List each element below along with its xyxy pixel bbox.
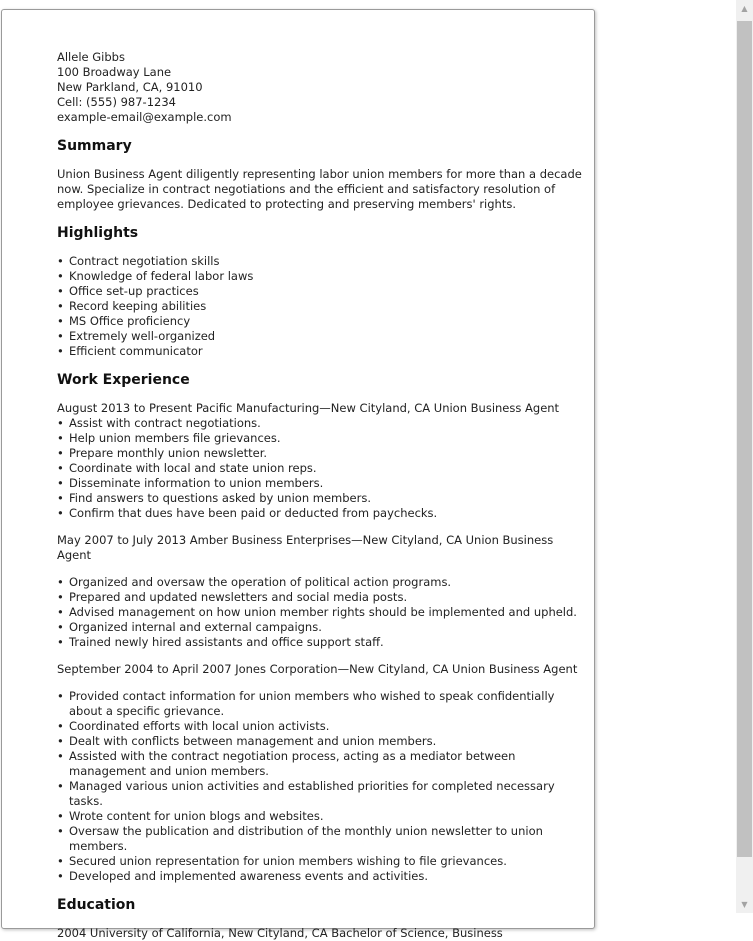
scroll-thumb[interactable]: [737, 21, 752, 857]
list-item: [57, 620, 587, 635]
list-item: [57, 446, 587, 461]
experience-heading: Work Experience: [57, 372, 190, 388]
bullet-icon: •: [57, 749, 64, 763]
list-item-text: Prepared and updated newsletters and social media posts.: [69, 590, 408, 604]
list-item-text: Office set-up practices: [69, 284, 199, 298]
bullet-icon: •: [57, 284, 64, 298]
list-item-text: Extremely well-organized: [69, 329, 216, 343]
bullet-icon: •: [57, 314, 64, 328]
list-item: [57, 809, 587, 824]
summary-text: Union Business Agent diligently representing labor union members for more than a decade now. Specialize in contract negotiations and the efficient and satisfactory resolution of employee grievances. Dedicated to protecting and preserving members' rights.: [57, 167, 582, 211]
spacer: [57, 563, 587, 575]
bullet-icon: •: [57, 719, 64, 733]
list-item: [57, 284, 587, 299]
bullet-icon: •: [57, 734, 64, 748]
resume-page: [1, 9, 595, 940]
bullet-icon: •: [57, 461, 64, 475]
contact-name: Allele Gibbs: [57, 50, 125, 64]
list-item-text: Advised management on how union member rights should be implemented and upheld.: [69, 605, 577, 619]
list-item-text: Help union members file grievances.: [69, 431, 281, 445]
job-duties-list: [57, 416, 587, 521]
job-entry: [57, 401, 587, 533]
bullet-icon: •: [57, 605, 64, 619]
list-item: [57, 605, 587, 620]
contact-block: [57, 50, 587, 125]
list-item: [57, 344, 587, 359]
list-item-text: Assist with contract negotiations.: [69, 416, 261, 430]
bullet-icon: •: [57, 491, 64, 505]
highlights-heading: Highlights: [57, 225, 139, 241]
list-item-text: Organized and oversaw the operation of political action programs.: [69, 575, 452, 589]
contact-city: New Parkland, CA, 91010: [57, 80, 203, 94]
list-item-text: Efficient communicator: [69, 344, 203, 358]
education-text: 2004 University of California, New Cityland, CA Bachelor of Science, Business: [57, 926, 503, 940]
bullet-icon: •: [57, 689, 64, 703]
job-duties-list: [57, 689, 587, 884]
jobs-list: [57, 401, 587, 884]
bullet-icon: •: [57, 854, 64, 868]
spacer: [57, 677, 587, 689]
list-item: [57, 254, 587, 269]
list-item-text: Developed and implemented awareness events and activities.: [69, 869, 428, 883]
list-item: [57, 476, 587, 491]
list-item-text: Coordinated efforts with local union activists.: [69, 719, 330, 733]
list-item: [57, 749, 587, 779]
bullet-icon: •: [57, 446, 64, 460]
list-item-text: Wrote content for union blogs and websites.: [69, 809, 324, 823]
job-header: September 2004 to April 2007 Jones Corporation—New Cityland, CA Union Business Agent: [57, 662, 578, 676]
list-item-text: Oversaw the publication and distribution of the monthly union newsletter to union members.: [69, 824, 543, 853]
bullet-icon: •: [57, 431, 64, 445]
contact-address: 100 Broadway Lane: [57, 65, 172, 79]
list-item: [57, 590, 587, 605]
bullet-icon: •: [57, 269, 64, 283]
contact-email: example-email@example.com: [57, 110, 232, 124]
list-item-text: Dealt with conflicts between management and union members.: [69, 734, 437, 748]
list-item: [57, 824, 587, 854]
bullet-icon: •: [57, 329, 64, 343]
list-item-text: Find answers to questions asked by union members.: [69, 491, 371, 505]
education-heading: Education: [57, 897, 136, 913]
list-item-text: Coordinate with local and state union reps.: [69, 461, 317, 475]
list-item: [57, 635, 587, 650]
bullet-icon: •: [57, 824, 64, 838]
list-item-text: MS Office proficiency: [69, 314, 191, 328]
list-item-text: Record keeping abilities: [69, 299, 207, 313]
summary-heading: Summary: [57, 138, 132, 154]
job-entry: [57, 662, 587, 884]
job-header: May 2007 to July 2013 Amber Business Enterprises—New Cityland, CA Union Business Agent: [57, 533, 554, 562]
list-item: [57, 575, 587, 590]
bullet-icon: •: [57, 299, 64, 313]
job-duties-list: [57, 575, 587, 650]
bullet-icon: •: [57, 590, 64, 604]
list-item-text: Disseminate information to union members.: [69, 476, 324, 490]
list-item: [57, 734, 587, 749]
list-item-text: Confirm that dues have been paid or deducted from paychecks.: [69, 506, 438, 520]
bullet-icon: •: [57, 575, 64, 589]
list-item-text: Managed various union activities and established priorities for completed necessary tasks.: [69, 779, 555, 808]
bullet-icon: •: [57, 635, 64, 649]
spacer: [57, 650, 587, 662]
bullet-icon: •: [57, 416, 64, 430]
list-item-text: Provided contact information for union members who wished to speak confidentially about a specific grievance.: [69, 689, 555, 718]
list-item-text: Knowledge of federal labor laws: [69, 269, 254, 283]
list-item: [57, 269, 587, 284]
list-item: [57, 416, 587, 431]
list-item: [57, 491, 587, 506]
list-item-text: Contract negotiation skills: [69, 254, 220, 268]
list-item: [57, 431, 587, 446]
list-item: [57, 854, 587, 869]
highlights-list: [57, 254, 587, 359]
bullet-icon: •: [57, 869, 64, 883]
list-item: [57, 719, 587, 734]
list-item-text: Assisted with the contract negotiation process, acting as a mediator between management and union members.: [69, 749, 516, 778]
bullet-icon: •: [57, 476, 64, 490]
resume-content: [57, 50, 587, 941]
contact-cell: Cell: (555) 987-1234: [57, 95, 176, 109]
scroll-down-arrow-icon[interactable]: ▼: [736, 896, 753, 913]
list-item: [57, 506, 587, 521]
list-item-text: Secured union representation for union members wishing to file grievances.: [69, 854, 507, 868]
list-item-text: Prepare monthly union newsletter.: [69, 446, 268, 460]
bullet-icon: •: [57, 344, 64, 358]
list-item: [57, 689, 587, 719]
bullet-icon: •: [57, 809, 64, 823]
job-header: August 2013 to Present Pacific Manufacturing—New Cityland, CA Union Business Agent: [57, 401, 560, 415]
bullet-icon: •: [57, 254, 64, 268]
spacer: [57, 521, 587, 533]
vertical-scrollbar[interactable]: [736, 0, 753, 913]
list-item: [57, 299, 587, 314]
bullet-icon: •: [57, 779, 64, 793]
job-entry: [57, 533, 587, 662]
list-item: [57, 329, 587, 344]
list-item-text: Trained newly hired assistants and office support staff.: [69, 635, 384, 649]
bullet-icon: •: [57, 506, 64, 520]
list-item: [57, 314, 587, 329]
list-item-text: Organized internal and external campaigns.: [69, 620, 322, 634]
bullet-icon: •: [57, 620, 64, 634]
list-item: [57, 869, 587, 884]
list-item: [57, 461, 587, 476]
list-item: [57, 779, 587, 809]
scroll-up-arrow-icon[interactable]: ▲: [736, 0, 753, 17]
